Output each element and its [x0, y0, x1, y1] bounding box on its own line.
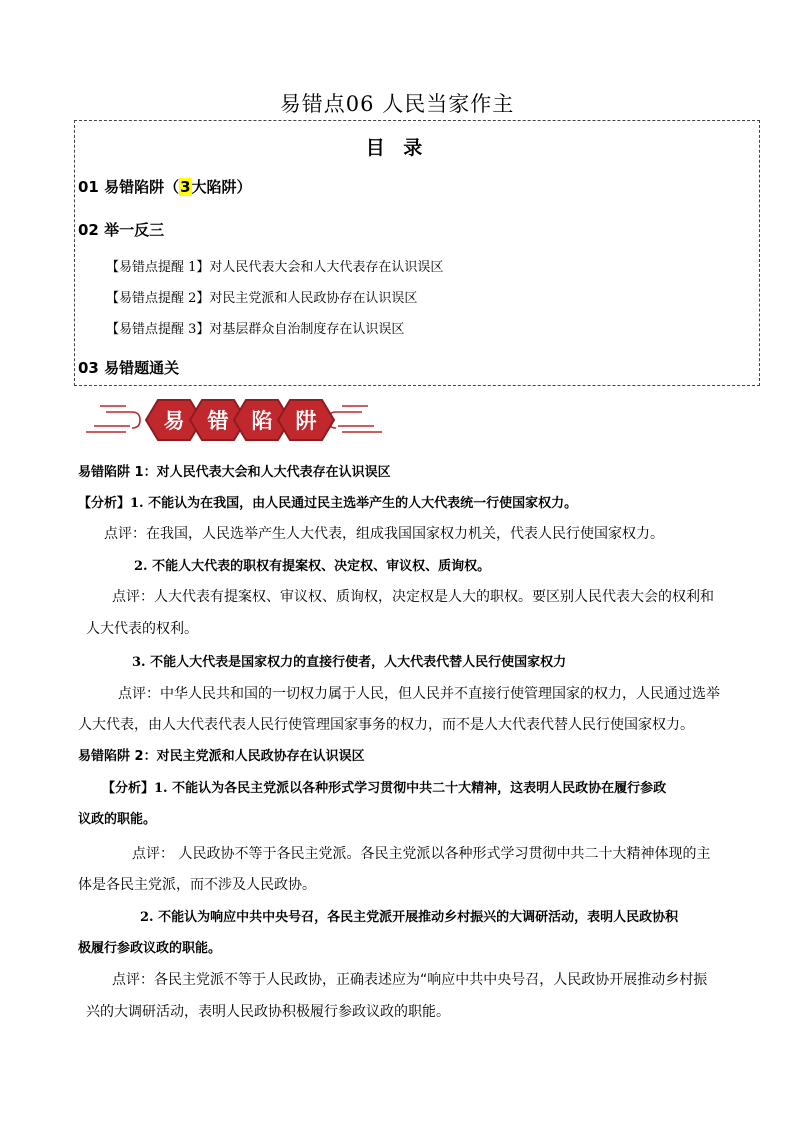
- document-title: 易错点06 人民当家作主: [279, 92, 515, 116]
- toc-item-traps[interactable]: [78, 176, 252, 197]
- trap-2-point-1-line-2: 议政的职能。: [78, 812, 157, 827]
- trap-1-comment-1: 点评：在我国，人民选举产生人大代表，组成我国国家权力机关，代表人民行使国家权力。: [104, 526, 664, 542]
- trap-2-comment-1-line-2: 体是各民主党派，而不涉及人民政协。: [78, 877, 316, 893]
- trap-2-comment-2-line-1: 点评：各民主党派不等于人民政协，正确表述应为“响应中共中央号召，人民政协开展推动乡村振: [112, 972, 708, 988]
- banner-right-decoration: [328, 406, 382, 432]
- banner-hex-4: [278, 400, 334, 440]
- toc-heading: 目 录: [365, 137, 429, 159]
- toc-reminder-1[interactable]: 【易错点提醒 1】对人民代表大会和人大代表存在认识误区: [106, 260, 444, 275]
- trap-2-point-2-line-2: 极履行参政议政的职能。: [78, 941, 222, 956]
- trap-2-point-1-text: 1. 不能认为各民主党派以各种形式学习贯彻中共二十大精神，这表明人民政协在履行参政: [154, 781, 667, 796]
- trap-2-point-2-line-1: 2. 不能认为响应中共中央号召，各民主党派开展推动乡村振兴的大调研活动，表明人民政协积: [140, 910, 679, 925]
- trap-1-comment-2-line-2: 人大代表的权利。: [86, 621, 198, 637]
- trap-1-comment-3-line-1: 点评：中华人民共和国的一切权力属于人民，但人民并不直接行使管理国家的权力，人民通过选举: [118, 686, 720, 702]
- toc-item-examples[interactable]: 02 举一反三: [78, 221, 165, 239]
- banner-char-4: 阱: [295, 409, 317, 433]
- banner-char-3: 陷: [251, 409, 273, 433]
- analysis-label: 【分析】: [78, 496, 131, 511]
- banner-left-decoration: [86, 406, 140, 432]
- trap-1-point-3: 3. 不能人大代表是国家权力的直接行使者，人大代表代替人民行使国家权力: [132, 655, 567, 670]
- analysis-label: 【分析】: [102, 781, 155, 796]
- trap-2-heading: 易错陷阱 2：对民主党派和人民政协存在认识误区: [78, 749, 365, 764]
- trap-2-point-1-line-1: [102, 777, 666, 796]
- toc-item-exercises[interactable]: 03 易错题通关: [78, 359, 180, 377]
- toc-item-traps-prefix: 01 易错陷阱（: [78, 178, 180, 196]
- section-banner: [86, 392, 382, 448]
- trap-2-comment-2-line-2: 兴的大调研活动，表明人民政协积极履行参政议政的职能。: [86, 1004, 450, 1020]
- trap-1-comment-2-line-1: 点评：人大代表有提案权、审议权、质询权，决定权是人大的职权。要区别人民代表大会的权利和: [112, 589, 714, 605]
- banner-char-1: 易: [163, 409, 185, 433]
- toc-reminder-2[interactable]: 【易错点提醒 2】对民主党派和人民政协存在认识误区: [106, 291, 418, 306]
- toc-reminder-3[interactable]: 【易错点提醒 3】对基层群众自治制度存在认识误区: [106, 322, 405, 337]
- trap-1-heading: 易错陷阱 1：对人民代表大会和人大代表存在认识误区: [78, 465, 391, 480]
- toc-item-traps-suffix: 大陷阱）: [191, 178, 252, 196]
- trap-1-point-2: 2. 不能人大代表的职权有提案权、决定权、审议权、质询权。: [134, 559, 491, 574]
- trap-2-comment-1-line-1: 点评： 人民政协不等于各民主党派。各民主党派以各种形式学习贯彻中共二十大精神体现的主: [132, 846, 711, 862]
- trap-1-point-1: [78, 492, 577, 511]
- banner-char-2: 错: [207, 409, 229, 433]
- trap-1-point-1-text: 1. 不能认为在我国，由人民通过民主选举产生的人大代表统一行使国家权力。: [130, 496, 578, 511]
- trap-1-comment-3-line-2: 人大代表，由人大代表代表人民行使管理国家事务的权力，而不是人大代表代替人民行使国家权力。: [78, 717, 694, 733]
- toc-item-traps-count: 3: [180, 178, 191, 196]
